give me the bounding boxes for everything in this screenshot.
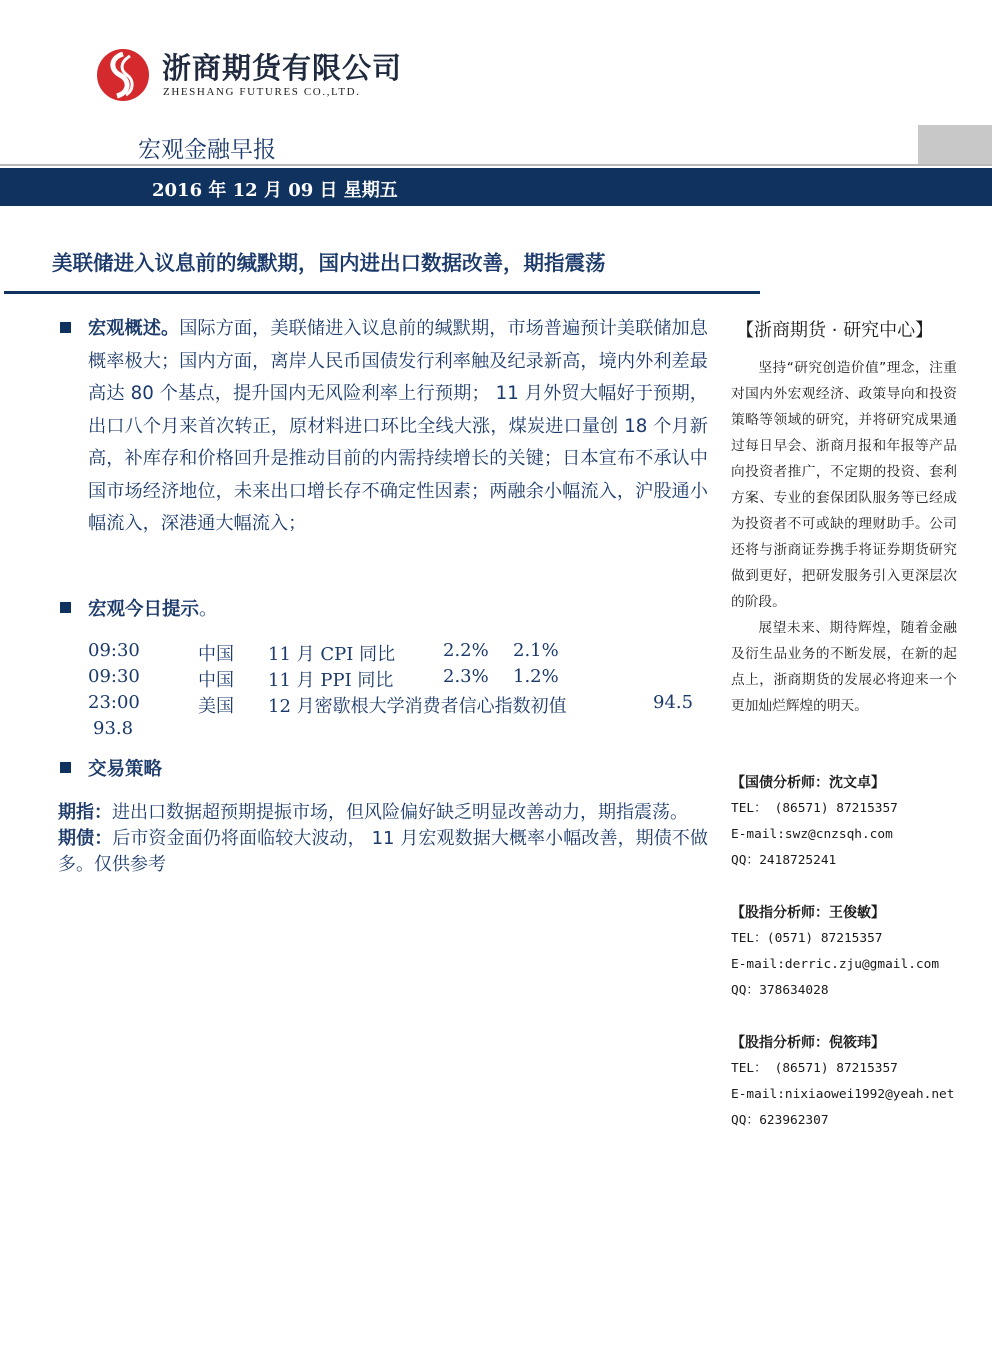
strategy-section-title: 交易策略 <box>88 759 163 780</box>
sidebar-intro <box>731 355 957 719</box>
overview-text: 国际方面，美联储进入议息前的缄默期，市场普遍预计美联储加息概率极大；国内方面，离岸人民币国债发行利率触及纪录新高，境内外利差最高达 80 个基点，提升国内无风险利率上行预期； 11 月外贸大幅好于预期，出口八个月来首次转正，原材料进口环比全线大涨，煤炭进口量创 18 个月新高，补库存和价格回升是推动目前的内需持续增长的关键；日本宣布不承认中国市场经济地位，未来出口增长存不确定性因素；两融余小幅流入，沪股通小幅流入，深港通大幅流入； <box>88 318 708 534</box>
tips-row <box>88 640 708 666</box>
tips-row-wrap <box>88 718 708 744</box>
analyst-email[interactable]: E-mail:nixiaowei1992@yeah.net <box>731 1087 955 1102</box>
analyst-tel: TEL： (86571) 87215357 <box>731 1061 898 1076</box>
tip-prev: 94.5 <box>653 692 694 713</box>
analyst-card <box>731 770 971 874</box>
page-headline: 美联储进入议息前的缄默期，国内进出口数据改善，期指震荡 <box>52 251 606 275</box>
bullet-square-icon <box>60 762 71 773</box>
tips-section-title: 宏观今日提示。 <box>88 599 218 620</box>
tip-item: 11 月 PPI 同比 <box>268 670 394 691</box>
tip-time: 09:30 <box>88 640 140 661</box>
tip-prev: 2.2% <box>443 640 489 661</box>
tip-country: 中国 <box>198 670 234 691</box>
tip-item: 12 月密歇根大学消费者信心指数初值 <box>268 696 567 717</box>
header-gray-block <box>918 125 992 165</box>
sidebar-intro-para: 坚持“研究创造价值”理念，注重对国内外宏观经济、政策导向和投资策略等领域的研究，并将研究成果通过每日早会、浙商月报和年报等产品向投资者推广，不定期的投资、套利方案、专业的套保团队服务等已经成为投资者不可或缺的理财助手。公司还将与浙商证券携手将证券期货研究做到更好，把研发服务引入更深层次的阶段。 <box>731 360 957 610</box>
company-name-en: ZHESHANG FUTURES CO.,LTD. <box>163 86 361 98</box>
strategy-item-bond-futures: 期债：后市资金面仍将面临较大波动， 11 月宏观数据大概率小幅改善，期债不做多。仅供参考 <box>58 828 708 875</box>
analyst-email[interactable]: E-mail:swz@cnzsqh.com <box>731 827 893 842</box>
analyst-qq: QQ：378634028 <box>731 983 829 998</box>
sidebar-title: 【浙商期货 · 研究中心】 <box>736 320 934 341</box>
company-logo-icon <box>96 48 150 102</box>
tip-item: 11 月 CPI 同比 <box>268 644 396 665</box>
analyst-card <box>731 900 971 1004</box>
analyst-qq: QQ：2418725241 <box>731 853 837 868</box>
tip-country: 美国 <box>198 696 234 717</box>
tip-value: 93.8 <box>93 718 134 739</box>
tip-country: 中国 <box>198 644 234 665</box>
bullet-square-icon <box>60 602 71 613</box>
headline-divider <box>4 291 760 294</box>
header-divider <box>0 164 992 166</box>
analyst-qq: QQ：623962307 <box>731 1113 829 1128</box>
strategy-item-index-futures: 期指：进出口数据超预期提振市场，但风险偏好缺乏明显改善动力，期指震荡。 <box>58 802 688 823</box>
analyst-title: 【股指分析师：王俊敏】 <box>731 905 885 921</box>
analyst-tel: TEL： (86571) 87215357 <box>731 801 898 816</box>
analyst-card <box>731 1030 971 1134</box>
tips-row <box>88 666 708 692</box>
tip-time: 23:00 <box>88 692 140 713</box>
tip-value: 2.1% <box>513 640 559 661</box>
macro-tips-table <box>88 640 708 744</box>
company-name-cn: 浙商期货有限公司 <box>162 51 403 85</box>
report-type-title: 宏观金融早报 <box>138 137 276 163</box>
tip-value: 1.2% <box>513 666 559 687</box>
analyst-title: 【股指分析师：倪筱玮】 <box>731 1035 885 1051</box>
analyst-title: 【国债分析师：沈文卓】 <box>731 775 885 791</box>
bullet-square-icon <box>60 322 71 333</box>
date-band <box>0 168 992 206</box>
tip-time: 09:30 <box>88 666 140 687</box>
report-date: 2016 年 12 月 09 日 星期五 <box>152 180 398 201</box>
tip-prev: 2.3% <box>443 666 489 687</box>
analyst-tel: TEL：(0571) 87215357 <box>731 931 883 946</box>
tips-row <box>88 692 708 718</box>
strategy-text <box>58 800 708 878</box>
sidebar-intro-para: 展望未来、期待辉煌，随着金融及衍生品业务的不断发展，在新的起点上，浙商期货的发展必将迎来一个更加灿烂辉煌的明天。 <box>731 620 957 714</box>
analyst-email[interactable]: E-mail:derric.zju@gmail.com <box>731 957 940 972</box>
macro-overview <box>88 313 708 541</box>
overview-lead: 宏观概述。 <box>88 318 180 339</box>
